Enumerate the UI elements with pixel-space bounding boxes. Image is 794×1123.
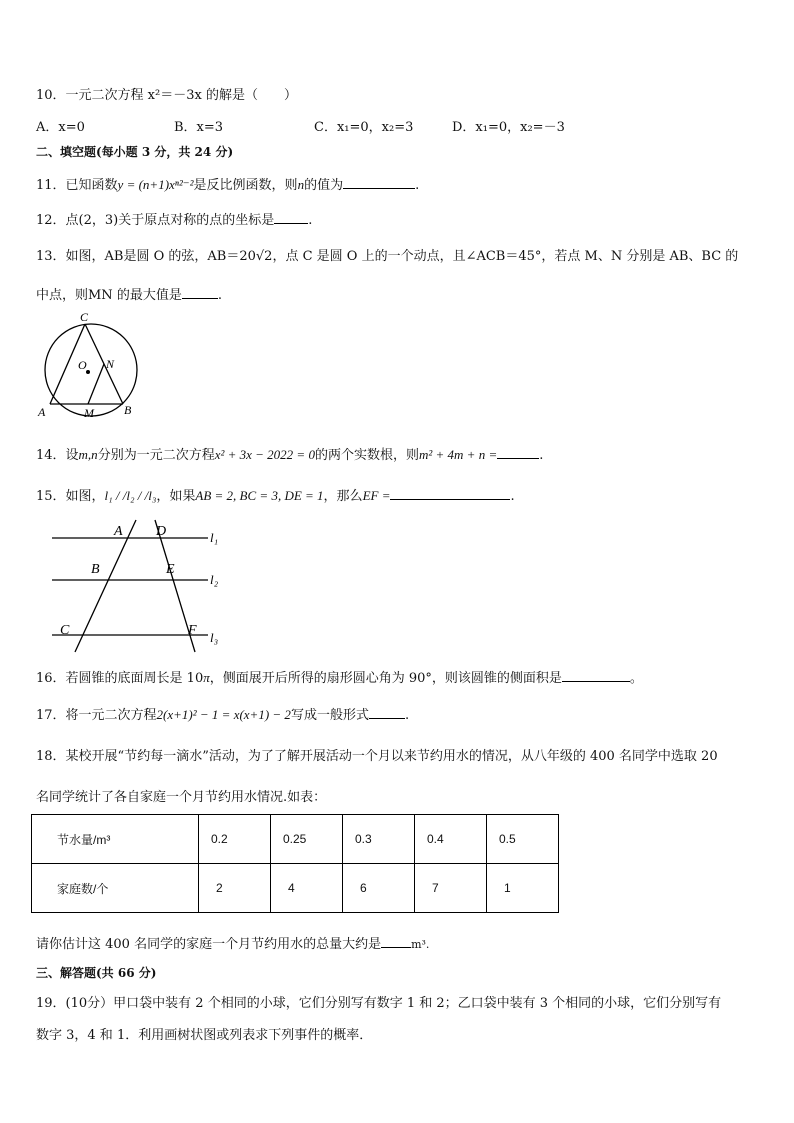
- q12-end: .: [308, 213, 313, 228]
- label-c: C: [60, 623, 70, 638]
- table-cell: 0.5: [487, 815, 559, 864]
- water-saving-table: [31, 814, 559, 913]
- question-15: [36, 485, 515, 504]
- label-a: A: [38, 405, 46, 419]
- q15-ask: EF =: [362, 488, 391, 503]
- answer-blank: [497, 446, 539, 459]
- table-header-cell: 节水量/m³: [32, 815, 199, 864]
- q17-equation: 2(x+1)² − 1 = x(x+1) − 2: [156, 707, 291, 722]
- label-m: M: [84, 406, 94, 420]
- label-n: N: [106, 357, 115, 371]
- label-c: C: [80, 310, 89, 324]
- q14-expression: m² + 4m + n =: [418, 447, 498, 462]
- q11-post: 是反比例函数，则: [193, 178, 298, 193]
- label-d: D: [156, 524, 167, 539]
- q10-option-d: D．x₁=0，x₂=－3: [452, 120, 565, 135]
- q16-pi: π: [203, 670, 210, 685]
- q15-pre: 15．如图，: [36, 489, 105, 504]
- q10-option-b: B．x=3: [174, 120, 224, 135]
- q10-option-a: A．x=0: [36, 120, 85, 135]
- q11-pre: 11．已知函数: [36, 178, 118, 193]
- parallel-lines-figure: [40, 518, 240, 654]
- label-a: A: [114, 524, 123, 539]
- table-cell: 1: [487, 864, 559, 913]
- table-cell: 0.2: [199, 815, 271, 864]
- q17-post: 写成一般形式: [290, 708, 369, 723]
- answer-blank: [274, 211, 308, 224]
- q18-question-pre: 请你估计这 400 名同学的家庭一个月节约用水的总量大约是: [36, 937, 382, 952]
- q16-post: ，侧面展开后所得的扇形圆心角为 90°，则该圆锥的侧面积是: [209, 671, 562, 686]
- q12-text: 12．点(2，3)关于原点对称的点的坐标是: [36, 213, 275, 228]
- q17-pre: 17．将一元二次方程: [36, 708, 157, 723]
- q15-given: AB = 2, BC = 3, DE = 1: [195, 488, 324, 503]
- table-cell: 2: [199, 864, 271, 913]
- answer-blank: [369, 706, 405, 719]
- q11-var: n: [297, 177, 305, 192]
- question-13-line2: [36, 284, 222, 303]
- q14-mid2: 的两个实数根，则: [314, 448, 419, 463]
- answer-blank: [182, 286, 218, 299]
- question-14: [36, 444, 543, 463]
- table-cell: 6: [343, 864, 415, 913]
- q14-equation: x² + 3x − 2022 = 0: [214, 447, 315, 462]
- q13-line2-pre: 中点，则MN 的最大值是: [36, 288, 182, 303]
- q13-end: .: [217, 288, 222, 303]
- answer-blank: [562, 669, 630, 682]
- label-b: B: [91, 562, 100, 577]
- label-f: F: [188, 623, 197, 638]
- table-cell: 4: [271, 864, 343, 913]
- table-header-cell: 家庭数/个: [32, 864, 199, 913]
- q14-vars: m,n: [78, 447, 98, 462]
- table-row: [32, 815, 559, 864]
- transversal-left: [75, 520, 136, 652]
- question-11: [36, 174, 419, 193]
- question-12: [36, 209, 312, 228]
- table-cell: 0.3: [343, 815, 415, 864]
- question-10-stem: 10．一元二次方程 x²＝－3x 的解是（ ）: [36, 88, 297, 103]
- question-19-line1: 19．(10分）甲口袋中装有 2 个相同的小球，它们分别写有数字 1 和 2；乙口袋中装有 3 个相同的小球，它们分别写有: [36, 996, 722, 1011]
- question-18-ask: [36, 933, 429, 952]
- q16-pre: 16．若圆锥的底面周长是 10: [36, 671, 204, 686]
- q10-option-c: C．x₁=0，x₂=3: [314, 120, 414, 135]
- label-b: B: [124, 403, 132, 417]
- label-e: E: [166, 562, 175, 577]
- q14-end: .: [539, 448, 544, 463]
- answer-blank: [343, 176, 415, 189]
- segment-mn: [88, 364, 104, 404]
- label-l1: l₁: [210, 530, 219, 545]
- label-o: O: [78, 358, 87, 372]
- q16-end: 。: [629, 671, 643, 686]
- table-cell: 0.25: [271, 815, 343, 864]
- q15-mid: ，如果: [156, 489, 196, 504]
- question-13-line1: 13．如图，AB是圆 O 的弦，AB＝20√2，点 C 是圆 O 上的一个动点，且∠ACB＝45°，若点 M、N 分别是 AB、BC 的: [36, 249, 739, 264]
- q11-end: .: [415, 178, 420, 193]
- question-17: [36, 704, 409, 723]
- question-18-line2: 名同学统计了各自家庭一个月节约用水情况.如表：: [36, 790, 327, 805]
- q14-mid: 分别为一元二次方程: [97, 448, 215, 463]
- label-l3: l₃: [210, 630, 219, 645]
- answer-blank: [381, 935, 411, 948]
- q11-formula: y = (n+1)xⁿ²⁻²: [117, 177, 194, 192]
- section-heading-answer: 三、解答题(共 66 分): [36, 966, 157, 980]
- label-l2: l₂: [210, 572, 219, 587]
- q15-end: .: [510, 489, 515, 504]
- q17-end: .: [404, 708, 410, 723]
- circle-figure: [36, 308, 148, 420]
- answer-blank: [390, 487, 510, 500]
- table-cell: 0.4: [415, 815, 487, 864]
- question-16: [36, 667, 643, 686]
- question-19-line2: 数字 3，4 和 1．利用画树状图或列表求下列事件的概率．: [36, 1028, 373, 1043]
- q14-pre: 14．设: [36, 448, 79, 463]
- table-row: [32, 864, 559, 913]
- q18-unit: m³.: [411, 938, 430, 951]
- section-heading-fill-in: 二、填空题(每小题 3 分，共 24 分): [36, 145, 234, 159]
- q15-mid2: ，那么: [323, 489, 363, 504]
- question-18-line1: 18．某校开展“节约每一滴水”活动，为了了解开展活动一个月以来节约用水的情况，从八年级的 400 名同学中选取 20: [36, 749, 718, 764]
- q15-parallel-lines: l₁ / /l₂ / /l₃: [104, 488, 157, 503]
- table-cell: 7: [415, 864, 487, 913]
- q11-post2: 的值为: [304, 178, 344, 193]
